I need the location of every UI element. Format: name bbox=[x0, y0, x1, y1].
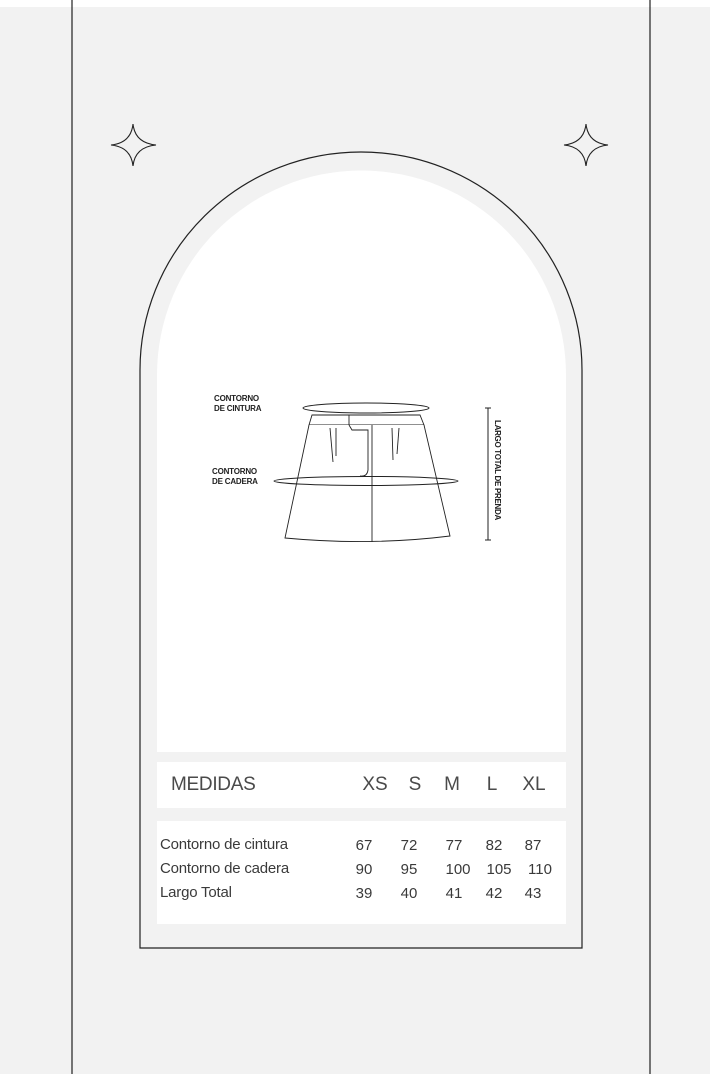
table-cell: 39 bbox=[355, 885, 373, 902]
length-label: LARGO TOTAL DE PRENDA bbox=[493, 420, 502, 520]
size-header-m: M bbox=[444, 774, 460, 795]
table-title: MEDIDAS bbox=[171, 774, 256, 795]
size-table-header bbox=[157, 762, 566, 808]
table-cell: 40 bbox=[400, 885, 418, 902]
table-cell: 87 bbox=[524, 837, 542, 854]
skirt-illustration bbox=[285, 415, 450, 542]
row-label-waist: Contorno de cintura bbox=[160, 836, 288, 853]
row-label-hip: Contorno de cadera bbox=[160, 860, 289, 877]
size-table-body bbox=[157, 821, 566, 924]
table-cell: 42 bbox=[485, 885, 503, 902]
waist-label bbox=[214, 394, 261, 414]
table-cell: 95 bbox=[400, 861, 418, 878]
sparkle-icon-left bbox=[111, 124, 156, 166]
table-cell: 90 bbox=[355, 861, 373, 878]
waist-label-line-2: DE CINTURA bbox=[214, 404, 262, 413]
table-cell: 105 bbox=[486, 861, 512, 878]
row-label-length: Largo Total bbox=[160, 884, 232, 901]
waist-label-line-1: CONTORNO bbox=[214, 394, 259, 403]
table-cell: 41 bbox=[445, 885, 463, 902]
sparkle-icon-right bbox=[564, 124, 608, 166]
size-header-xl: XL bbox=[522, 774, 546, 795]
table-cell: 67 bbox=[355, 837, 373, 854]
size-header-xs: XS bbox=[362, 774, 388, 795]
table-cell: 43 bbox=[524, 885, 542, 902]
table-cell: 82 bbox=[485, 837, 503, 854]
hip-label-line-2: DE CADERA bbox=[212, 477, 258, 486]
table-cell: 100 bbox=[445, 861, 471, 878]
table-cell: 72 bbox=[400, 837, 418, 854]
table-cell: 110 bbox=[528, 861, 552, 878]
size-header-l: L bbox=[486, 774, 498, 795]
table-cell: 77 bbox=[445, 837, 463, 854]
hip-label bbox=[212, 467, 258, 487]
hip-label-line-1: CONTORNO bbox=[212, 467, 257, 476]
size-header-s: S bbox=[408, 774, 422, 795]
